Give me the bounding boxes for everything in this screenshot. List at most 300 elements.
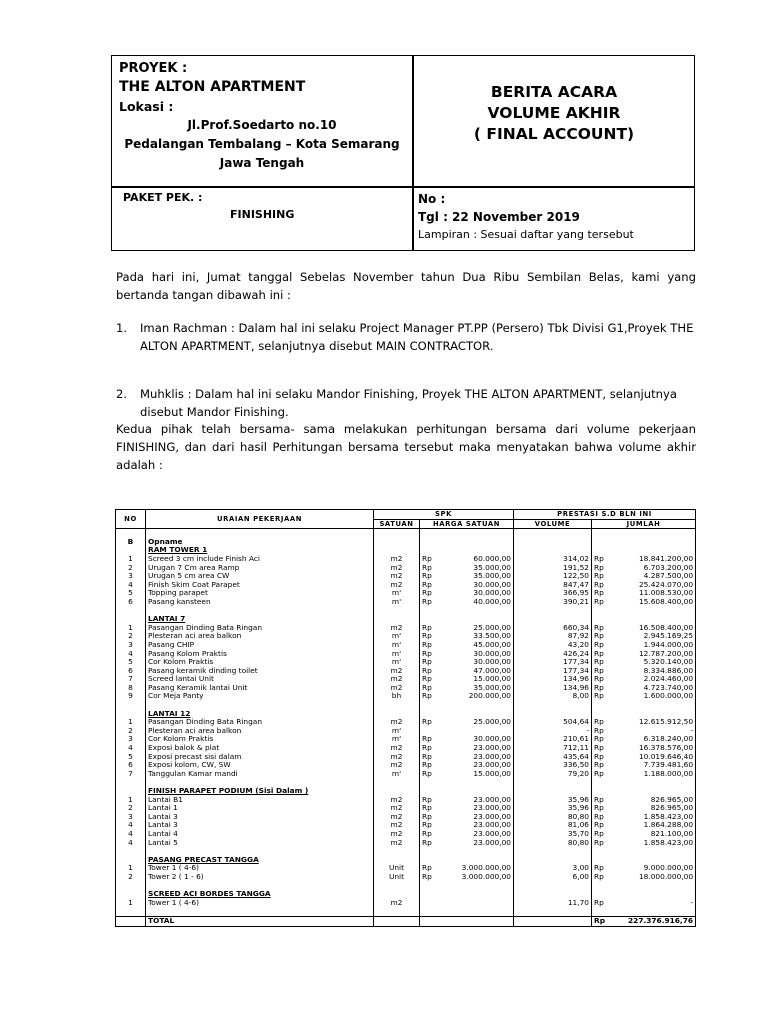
cell-satuan: m2 bbox=[374, 821, 420, 830]
cell-satuan: m' bbox=[374, 770, 420, 779]
cell-harga: 35.000,00 bbox=[434, 564, 514, 573]
table-row bbox=[116, 830, 696, 839]
cell-uraian: Pasangan Dinding Bata Ringan bbox=[146, 624, 374, 633]
cell-rp: Rp bbox=[422, 752, 432, 761]
cell-no: 1 bbox=[116, 718, 146, 727]
cell-no: 4 bbox=[116, 821, 146, 830]
cell-jumlah: 1.600.000,00 bbox=[612, 692, 696, 701]
cell-volume: - bbox=[514, 727, 592, 736]
cell-rp: Rp bbox=[594, 554, 604, 563]
cell-rp bbox=[592, 907, 612, 916]
cell-no: 4 bbox=[116, 581, 146, 590]
cell-rp bbox=[420, 727, 434, 736]
cell-rp: Rp bbox=[422, 718, 432, 727]
cell-satuan: m2 bbox=[374, 830, 420, 839]
header-divider-horizontal bbox=[112, 186, 694, 188]
cell-no: 5 bbox=[116, 753, 146, 762]
cell-rp: Rp bbox=[594, 744, 604, 753]
cell-no: 3 bbox=[116, 572, 146, 581]
party-number: 2. bbox=[116, 387, 128, 401]
cell-rp: Rp bbox=[422, 683, 432, 692]
col-header-satuan: SATUAN bbox=[374, 519, 420, 529]
cell-harga bbox=[434, 899, 514, 908]
cell-rp: Rp bbox=[594, 718, 604, 727]
cell-rp bbox=[420, 907, 434, 916]
cell-volume: 134,96 bbox=[514, 675, 592, 684]
cell-harga: 30.000,00 bbox=[434, 589, 514, 598]
party-text: Muhklis : Dalam hal ini selaku Mandor Finishing, Proyek THE ALTON APARTMENT, selanjutnya disebut Mandor Finishing. bbox=[140, 387, 677, 419]
cell-satuan bbox=[374, 847, 420, 856]
cell-harga: 30.000,00 bbox=[434, 658, 514, 667]
cell-jumlah: 18.841.200,00 bbox=[612, 555, 696, 564]
cell-rp bbox=[420, 916, 434, 926]
cell-jumlah bbox=[612, 710, 696, 719]
cell-no: 2 bbox=[116, 632, 146, 641]
col-header-uraian: URAIAN PEKERJAAN bbox=[146, 510, 374, 529]
cell-rp bbox=[420, 778, 434, 787]
cell-jumlah bbox=[612, 546, 696, 555]
cell-rp: Rp bbox=[594, 821, 604, 830]
cell-volume: 87,92 bbox=[514, 632, 592, 641]
cell-rp: Rp bbox=[422, 795, 432, 804]
cell-rp bbox=[592, 538, 612, 547]
cell-harga bbox=[434, 607, 514, 616]
cell-rp bbox=[592, 546, 612, 555]
cell-jumlah: 9.000.000,00 bbox=[612, 864, 696, 873]
cell-volume: 177,34 bbox=[514, 658, 592, 667]
table-row bbox=[116, 735, 696, 744]
cell-no bbox=[116, 546, 146, 555]
cell-rp: Rp bbox=[594, 649, 604, 658]
table-row bbox=[116, 641, 696, 650]
cell-harga: 15.000,00 bbox=[434, 675, 514, 684]
cell-no bbox=[116, 778, 146, 787]
cell-harga: 23.000,00 bbox=[434, 813, 514, 822]
intro-paragraph: Pada hari ini, Jumat tanggal Sebelas November tahun Dua Ribu Sembilan Belas, kami yang bertanda tangan dibawah ini : bbox=[116, 270, 696, 302]
cell-no: 1 bbox=[116, 899, 146, 908]
cell-uraian: Pasang keramik dinding toilet bbox=[146, 667, 374, 676]
cell-jumlah bbox=[612, 882, 696, 891]
table-row bbox=[116, 624, 696, 633]
table-row bbox=[116, 572, 696, 581]
cell-volume: 35,70 bbox=[514, 830, 592, 839]
cell-jumlah bbox=[612, 856, 696, 865]
cell-satuan bbox=[374, 529, 420, 538]
cell-satuan: m' bbox=[374, 650, 420, 659]
cell-uraian: Finish Skim Coat Parapet bbox=[146, 581, 374, 590]
address-line-2: Pedalangan Tembalang – Kota Semarang bbox=[124, 137, 400, 151]
cell-volume: 847,47 bbox=[514, 581, 592, 590]
cell-harga: 3.000.000,00 bbox=[434, 873, 514, 882]
cell-harga bbox=[434, 907, 514, 916]
cell-volume bbox=[514, 710, 592, 719]
cell-rp bbox=[592, 882, 612, 891]
paket-value: FINISHING bbox=[230, 208, 295, 221]
group-header-row bbox=[116, 546, 696, 555]
cell-harga: 30.000,00 bbox=[434, 735, 514, 744]
cell-satuan: m2 bbox=[374, 675, 420, 684]
cell-volume bbox=[514, 882, 592, 891]
cell-satuan: m2 bbox=[374, 753, 420, 762]
cell-satuan: Unit bbox=[374, 864, 420, 873]
cell-no: 5 bbox=[116, 589, 146, 598]
cell-rp: Rp bbox=[594, 795, 604, 804]
cell-jumlah: 2.945.169,25 bbox=[612, 632, 696, 641]
cell-no bbox=[116, 607, 146, 616]
table-row bbox=[116, 564, 696, 573]
cell-rp: Rp bbox=[422, 761, 432, 770]
cell-volume bbox=[514, 615, 592, 624]
total-amount: 227.376.916,76 bbox=[612, 916, 696, 926]
cell-rp: Rp bbox=[594, 632, 604, 641]
cell-rp: Rp bbox=[594, 898, 604, 907]
cell-rp: Rp bbox=[594, 864, 604, 873]
cell-satuan bbox=[374, 615, 420, 624]
cell-rp: Rp bbox=[594, 838, 604, 847]
cell-no: 7 bbox=[116, 675, 146, 684]
cell-no: 1 bbox=[116, 555, 146, 564]
cell-satuan: m2 bbox=[374, 744, 420, 753]
cell-harga: 3.000.000,00 bbox=[434, 864, 514, 873]
cell-uraian: Pasang Kolom Praktis bbox=[146, 650, 374, 659]
cell-jumlah bbox=[612, 615, 696, 624]
cell-rp: Rp bbox=[594, 804, 604, 813]
cell-harga: 15.000,00 bbox=[434, 770, 514, 779]
cell-rp bbox=[420, 701, 434, 710]
cell-satuan: m2 bbox=[374, 761, 420, 770]
cell-rp: Rp bbox=[594, 580, 604, 589]
cell-uraian: FINISH PARAPET PODIUM (Sisi Dalam ) bbox=[146, 787, 374, 796]
cell-rp bbox=[592, 890, 612, 899]
cell-harga bbox=[434, 538, 514, 547]
cell-satuan: Unit bbox=[374, 873, 420, 882]
cell-uraian: Cor Meja Panty bbox=[146, 692, 374, 701]
cell-uraian: Tower 1 ( 4-6) bbox=[146, 899, 374, 908]
cell-rp: Rp bbox=[422, 675, 432, 684]
cell-no: 6 bbox=[116, 598, 146, 607]
section-row bbox=[116, 538, 696, 547]
cell-volume: 366,95 bbox=[514, 589, 592, 598]
cell-jumlah: 1.858.423,00 bbox=[612, 813, 696, 822]
cell-uraian bbox=[146, 907, 374, 916]
cell-satuan bbox=[374, 882, 420, 891]
cell-satuan: m2 bbox=[374, 624, 420, 633]
table-row bbox=[116, 692, 696, 701]
cell-jumlah: 1.858.423,00 bbox=[612, 839, 696, 848]
cell-volume: 122,50 bbox=[514, 572, 592, 581]
cell-no: 4 bbox=[116, 830, 146, 839]
date-label: Tgl : 22 November 2019 bbox=[418, 210, 580, 224]
cell-jumlah: 2.024.460,00 bbox=[612, 675, 696, 684]
blank-row bbox=[116, 847, 696, 856]
cell-uraian: Lantai 4 bbox=[146, 830, 374, 839]
volume-table bbox=[115, 509, 696, 927]
proyek-label: PROYEK : bbox=[119, 61, 188, 76]
cell-volume: 191,52 bbox=[514, 564, 592, 573]
cell-rp: Rp bbox=[422, 812, 432, 821]
title-line-2: VOLUME AKHIR bbox=[487, 104, 621, 122]
cell-satuan: bh bbox=[374, 692, 420, 701]
cell-rp: Rp bbox=[422, 829, 432, 838]
cell-rp: Rp bbox=[594, 563, 604, 572]
group-header-row bbox=[116, 615, 696, 624]
cell-no bbox=[116, 529, 146, 538]
cell-rp: Rp bbox=[422, 769, 432, 778]
cell-jumlah: 4.723.740,00 bbox=[612, 684, 696, 693]
cell-volume bbox=[514, 787, 592, 796]
col-header-no: NO bbox=[116, 510, 146, 529]
cell-jumlah bbox=[612, 890, 696, 899]
cell-rp: Rp bbox=[594, 589, 604, 598]
cell-rp: Rp bbox=[594, 812, 604, 821]
cell-satuan bbox=[374, 890, 420, 899]
cell-uraian: LANTAI 12 bbox=[146, 710, 374, 719]
cell-no: 6 bbox=[116, 761, 146, 770]
title-line-3: ( FINAL ACCOUNT) bbox=[473, 125, 635, 143]
cell-no bbox=[116, 916, 146, 926]
table-row bbox=[116, 684, 696, 693]
cell-uraian: Pasangan Dinding Bata Ringan bbox=[146, 718, 374, 727]
cell-harga bbox=[434, 701, 514, 710]
cell-rp bbox=[420, 607, 434, 616]
cell-jumlah bbox=[612, 701, 696, 710]
no-label: No : bbox=[418, 192, 446, 206]
address-line-3: Jawa Tengah bbox=[219, 156, 305, 170]
cell-no: 6 bbox=[116, 667, 146, 676]
cell-harga: 23.000,00 bbox=[434, 753, 514, 762]
cell-rp bbox=[420, 615, 434, 624]
cell-volume: 81,06 bbox=[514, 821, 592, 830]
cell-rp: Rp bbox=[422, 744, 432, 753]
cell-harga: 23.000,00 bbox=[434, 744, 514, 753]
cell-volume: 426,24 bbox=[514, 650, 592, 659]
project-name: THE ALTON APARTMENT bbox=[119, 79, 306, 95]
cell-harga bbox=[434, 710, 514, 719]
project-info bbox=[119, 59, 305, 116]
cell-harga: 35.000,00 bbox=[434, 684, 514, 693]
cell-harga bbox=[434, 890, 514, 899]
cell-satuan: m' bbox=[374, 641, 420, 650]
cell-satuan bbox=[374, 907, 420, 916]
cell-volume bbox=[514, 778, 592, 787]
cell-rp: Rp bbox=[422, 658, 432, 667]
cell-volume: 390,21 bbox=[514, 598, 592, 607]
cell-uraian: Lantai 3 bbox=[146, 813, 374, 822]
cell-jumlah: 12.615.912,50 bbox=[612, 718, 696, 727]
cell-satuan: m' bbox=[374, 735, 420, 744]
blank-row bbox=[116, 607, 696, 616]
table-row bbox=[116, 658, 696, 667]
cell-no bbox=[116, 787, 146, 796]
cell-satuan bbox=[374, 546, 420, 555]
cell-rp bbox=[592, 529, 612, 538]
cell-jumlah bbox=[612, 607, 696, 616]
cell-uraian bbox=[146, 607, 374, 616]
cell-volume: 6,00 bbox=[514, 873, 592, 882]
cell-harga: 47.000,00 bbox=[434, 667, 514, 676]
cell-rp: Rp bbox=[594, 572, 604, 581]
cell-satuan: m' bbox=[374, 632, 420, 641]
cell-rp bbox=[592, 847, 612, 856]
cell-volume bbox=[514, 529, 592, 538]
cell-uraian: Urugan 5 cm area CW bbox=[146, 572, 374, 581]
cell-satuan: m' bbox=[374, 589, 420, 598]
cell-no: 8 bbox=[116, 684, 146, 693]
cell-jumlah bbox=[612, 787, 696, 796]
cell-satuan bbox=[374, 856, 420, 865]
cell-jumlah bbox=[612, 529, 696, 538]
cell-uraian: Pasang kansteen bbox=[146, 598, 374, 607]
table-row bbox=[116, 873, 696, 882]
cell-volume bbox=[514, 847, 592, 856]
cell-harga: 30.000,00 bbox=[434, 581, 514, 590]
cell-rp bbox=[592, 856, 612, 865]
cell-volume: 712,11 bbox=[514, 744, 592, 753]
cell-volume: 435,64 bbox=[514, 753, 592, 762]
cell-satuan: m2 bbox=[374, 555, 420, 564]
cell-uraian: Opname bbox=[146, 538, 374, 547]
cell-volume: 660,34 bbox=[514, 624, 592, 633]
document-header-box bbox=[111, 55, 695, 251]
cell-no: 9 bbox=[116, 692, 146, 701]
cell-rp bbox=[420, 529, 434, 538]
cell-rp: Rp bbox=[594, 735, 604, 744]
cell-volume: 8,00 bbox=[514, 692, 592, 701]
cell-jumlah: 25.424.070,00 bbox=[612, 581, 696, 590]
cell-no bbox=[116, 847, 146, 856]
cell-uraian bbox=[146, 847, 374, 856]
cell-harga: 30.000,00 bbox=[434, 650, 514, 659]
cell-harga bbox=[434, 882, 514, 891]
cell-rp: Rp bbox=[422, 821, 432, 830]
cell-jumlah: 1.864.288,00 bbox=[612, 821, 696, 830]
cell-volume bbox=[514, 607, 592, 616]
cell-rp: Rp bbox=[594, 683, 604, 692]
cell-jumlah: 6.703.200,00 bbox=[612, 564, 696, 573]
cell-harga: 60.000,00 bbox=[434, 555, 514, 564]
cell-rp: Rp bbox=[594, 829, 604, 838]
document-title bbox=[412, 82, 696, 145]
cell-rp: Rp bbox=[422, 623, 432, 632]
cell-uraian: Lantai 1 bbox=[146, 804, 374, 813]
cell-jumlah: 18.000.000,00 bbox=[612, 873, 696, 882]
table-row bbox=[116, 718, 696, 727]
cell-volume bbox=[514, 916, 592, 926]
document-number-info bbox=[418, 190, 634, 244]
cell-volume: 177,34 bbox=[514, 667, 592, 676]
col-header-jumlah: JUMLAH bbox=[592, 519, 696, 529]
cell-uraian: Screed lantai Unit bbox=[146, 675, 374, 684]
cell-no: 2 bbox=[116, 564, 146, 573]
cell-jumlah: 11.008.530,00 bbox=[612, 589, 696, 598]
cell-no: 1 bbox=[116, 796, 146, 805]
cell-rp: Rp bbox=[422, 632, 432, 641]
cell-satuan: m2 bbox=[374, 813, 420, 822]
cell-harga bbox=[434, 778, 514, 787]
cell-volume bbox=[514, 907, 592, 916]
cell-harga bbox=[434, 546, 514, 555]
col-header-spk: SPK bbox=[374, 510, 514, 520]
cell-rp: Rp bbox=[594, 769, 604, 778]
cell-satuan bbox=[374, 701, 420, 710]
cell-rp: Rp bbox=[594, 761, 604, 770]
table-row bbox=[116, 598, 696, 607]
cell-harga bbox=[434, 847, 514, 856]
cell-rp: Rp bbox=[422, 554, 432, 563]
cell-rp bbox=[592, 787, 612, 796]
cell-uraian: Screed 3 cm include Finish Aci bbox=[146, 555, 374, 564]
col-header-harga: HARGA SATUAN bbox=[420, 519, 514, 529]
volume-table-container bbox=[115, 509, 695, 927]
cell-jumlah bbox=[612, 538, 696, 547]
cell-rp: Rp bbox=[422, 649, 432, 658]
cell-jumlah bbox=[612, 778, 696, 787]
cell-harga: 23.000,00 bbox=[434, 761, 514, 770]
cell-no: 2 bbox=[116, 873, 146, 882]
cell-uraian: Exposi kolom, CW, SW bbox=[146, 761, 374, 770]
cell-volume: 11,70 bbox=[514, 899, 592, 908]
cell-no: 3 bbox=[116, 735, 146, 744]
cell-rp: Rp bbox=[422, 640, 432, 649]
cell-no: 4 bbox=[116, 839, 146, 848]
cell-no: 3 bbox=[116, 641, 146, 650]
cell-uraian bbox=[146, 529, 374, 538]
cell-no bbox=[116, 907, 146, 916]
cell-rp: Rp bbox=[594, 658, 604, 667]
cell-harga: 23.000,00 bbox=[434, 821, 514, 830]
cell-satuan bbox=[374, 710, 420, 719]
cell-volume: 43,20 bbox=[514, 641, 592, 650]
conclusion-paragraph: Kedua pihak telah bersama- sama melakukan perhitungan bersama dari volume pekerjaan FINISHING, dan dari hasil Perhitungan bersama tersebut maka menyatakan bahwa volume akhir adalah : bbox=[116, 422, 696, 472]
cell-jumlah: 16.508.400,00 bbox=[612, 624, 696, 633]
cell-harga bbox=[434, 856, 514, 865]
cell-uraian: Cor Kolom Praktis bbox=[146, 658, 374, 667]
cell-harga: 200.000,00 bbox=[434, 692, 514, 701]
cell-uraian bbox=[146, 701, 374, 710]
table-row bbox=[116, 727, 696, 736]
cell-volume bbox=[514, 546, 592, 555]
blank-row bbox=[116, 778, 696, 787]
cell-uraian: Cor Kolom Praktis bbox=[146, 735, 374, 744]
cell-volume: 35,96 bbox=[514, 804, 592, 813]
cell-satuan: m2 bbox=[374, 804, 420, 813]
cell-uraian: PASANG PRECAST TANGGA bbox=[146, 856, 374, 865]
cell-satuan: m' bbox=[374, 658, 420, 667]
table-row bbox=[116, 667, 696, 676]
cell-harga: 45.000,00 bbox=[434, 641, 514, 650]
cell-rp: Rp bbox=[422, 735, 432, 744]
total-row bbox=[116, 916, 696, 926]
cell-rp: Rp bbox=[594, 752, 604, 761]
cell-rp: Rp bbox=[594, 692, 604, 701]
cell-volume bbox=[514, 538, 592, 547]
paket-label: PAKET PEK. : bbox=[123, 191, 203, 204]
col-header-prestasi: PRESTASI S.D BLN INI bbox=[514, 510, 696, 520]
cell-uraian: Tanggulan Kamar mandi bbox=[146, 770, 374, 779]
total-rp: Rp bbox=[592, 916, 612, 926]
cell-rp: Rp bbox=[422, 572, 432, 581]
table-row bbox=[116, 744, 696, 753]
cell-volume: 210,61 bbox=[514, 735, 592, 744]
cell-rp: Rp bbox=[594, 666, 604, 675]
party-number: 1. bbox=[116, 321, 128, 335]
cell-rp: Rp bbox=[422, 872, 432, 881]
cell-satuan: m2 bbox=[374, 581, 420, 590]
cell-jumlah: 1.188.000,00 bbox=[612, 770, 696, 779]
cell-jumlah: - bbox=[612, 899, 696, 908]
cell-rp bbox=[420, 890, 434, 899]
cell-satuan: m2 bbox=[374, 839, 420, 848]
